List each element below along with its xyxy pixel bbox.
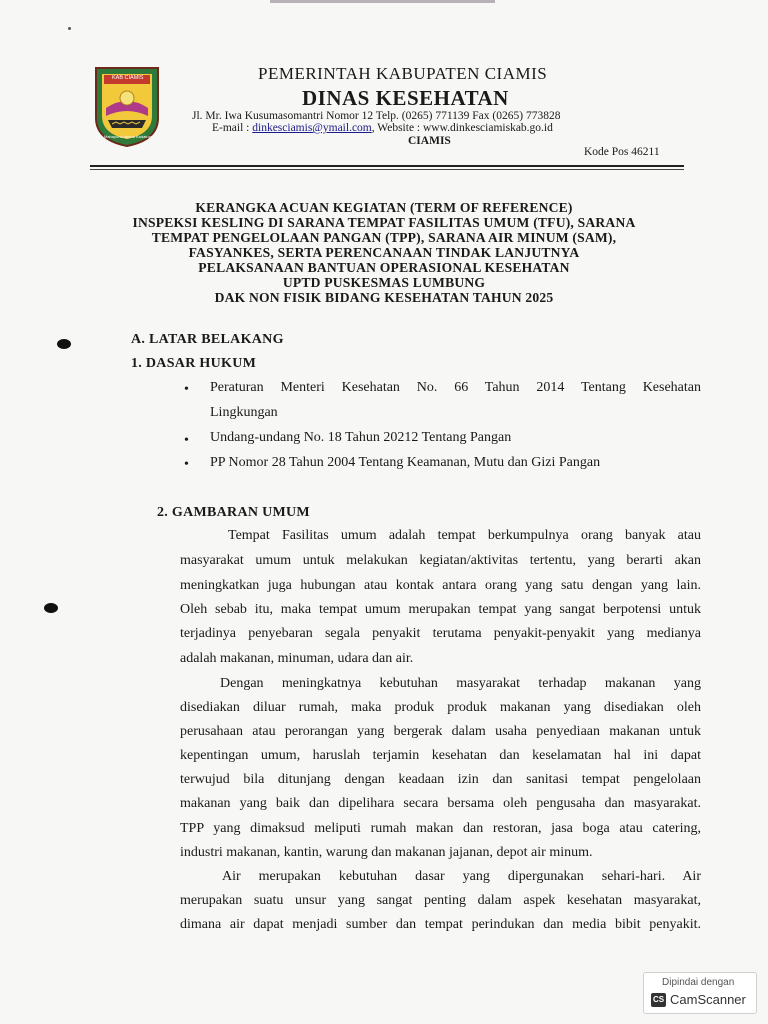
bullet-item-cont: Lingkungan xyxy=(210,405,278,420)
email-link[interactable]: dinkesciamis@ymail.com xyxy=(252,122,372,134)
letterhead-address: Jl. Mr. Iwa Kusumasomantri Nomor 12 Telp. (0265) 771139 Fax (0265) 773828 xyxy=(192,110,561,122)
logo-motto: Mahayuna Ayuna Kadatuan xyxy=(104,134,154,139)
camscanner-badge xyxy=(643,972,757,1014)
title-line: DAK NON FISIK BIDANG KESEHATAN TAHUN 2025 xyxy=(214,290,554,305)
paragraph-line: merupakan suatu unsur yang sangat penting dalam aspek kesehatan masyarakat, xyxy=(180,893,701,908)
bullet-marker: • xyxy=(184,457,189,472)
punch-hole xyxy=(57,339,71,349)
paragraph-line: terjadinya penyebaran segala penyakit terutama penyakit-penyakit yang medianya xyxy=(180,626,701,641)
logo-text: KAB CIAMIS xyxy=(112,75,144,81)
title-line: FASYANKES, SERTA PERENCANAAN TINDAK LANJUTNYA xyxy=(188,245,580,260)
camscanner-icon: CS xyxy=(651,993,666,1007)
letterhead-rule-thin xyxy=(90,169,684,170)
title-line: UPTD PUSKESMAS LUMBUNG xyxy=(282,275,486,290)
paragraph-line: Air merupakan kebutuhan dasar yang dipergunakan sehari-hari. Air xyxy=(222,869,701,884)
letterhead-rule xyxy=(90,165,684,167)
title-line: INSPEKSI KESLING DI SARANA TEMPAT FASILITAS UMUM (TFU), SARANA xyxy=(132,215,636,230)
email-label: E-mail : xyxy=(212,122,253,134)
letterhead-contact xyxy=(212,122,553,134)
paragraph-line: perusahaan atau perorangan yang bergerak dalam usaha penyediaan makanan untuk xyxy=(180,724,701,739)
title-line: PELAKSANAAN BANTUAN OPERASIONAL KESEHATAN xyxy=(198,260,570,275)
title-line: KERANGKA ACUAN KEGIATAN (TERM OF REFERENCE) xyxy=(195,200,573,215)
camscanner-name: CamScanner xyxy=(670,992,746,1007)
letterhead-city: CIAMIS xyxy=(408,135,451,147)
scan-speck xyxy=(68,27,71,30)
bullet-marker: • xyxy=(184,382,189,397)
bullet-item: Peraturan Menteri Kesehatan No. 66 Tahun 2014 Tentang Kesehatan xyxy=(210,380,701,395)
subsection-heading: 2. GAMBARAN UMUM xyxy=(157,505,310,520)
paragraph-line: TPP yang dimaksud meliputi rumah makan dan restoran, jasa boga atau catering, xyxy=(180,821,701,836)
section-heading: A. LATAR BELAKANG xyxy=(131,332,284,347)
paragraph-line: kepentingan umum, haruslah terjamin kesehatan dan keselamatan hal ini dapat xyxy=(180,748,701,763)
paragraph-line: adalah makanan, minuman, udara dan air. xyxy=(180,651,414,666)
letterhead-agency: DINAS KESEHATAN xyxy=(302,86,509,110)
bullet-item: PP Nomor 28 Tahun 2004 Tentang Keamanan, Mutu dan Gizi Pangan xyxy=(210,455,601,470)
paragraph-line: industri makanan, kantin, warung dan makanan jajanan, depot air minum. xyxy=(180,845,593,860)
bullet-item: Undang-undang No. 18 Tahun 20212 Tentang Pangan xyxy=(210,430,512,445)
paragraph-line: Dengan meningkatnya kebutuhan masyarakat terhadap makanan yang xyxy=(220,676,701,691)
paragraph-line: makanan yang baik dan dipelihara secara bersama oleh pengusaha dan masyarakat. xyxy=(180,796,701,811)
paragraph-line: masyarakat umum untuk melakukan kegiatan/aktivitas tertentu, yang berarti akan xyxy=(180,553,701,568)
subsection-heading: 1. DASAR HUKUM xyxy=(131,356,257,371)
website-text: , Website : www.dinkesciamiskab.go.id xyxy=(371,122,553,134)
postal-code: Kode Pos 46211 xyxy=(584,146,660,158)
paragraph-line: dimana air dapat menjadi sumber dan tempat perindukan dan media bibit penyakit. xyxy=(180,917,701,932)
letterhead-government: PEMERINTAH KABUPATEN CIAMIS xyxy=(258,64,548,83)
title-line: TEMPAT PENGELOLAAN PANGAN (TPP), SARANA AIR MINUM (SAM), xyxy=(151,230,617,245)
paragraph-line: terwujud bila ditunjang dengan keadaan izin dan sanitasi tempat pengelolaan xyxy=(180,772,701,787)
bullet-marker: • xyxy=(184,433,189,448)
paragraph-line: meningkatkan juga hubungan atau kontak antara orang yang satu dengan yang lain. xyxy=(180,578,701,593)
camscanner-caption: Dipindai dengan xyxy=(662,977,735,988)
paragraph-line: Tempat Fasilitas umum adalah tempat berkumpulnya orang banyak atau xyxy=(228,528,701,543)
paragraph-line: disediakan diluar rumah, maka produk produk makanan yang disediakan oleh xyxy=(180,700,701,715)
paragraph-line: Oleh sebab itu, maka tempat umum merupakan tempat yang sangat berpotensi untuk xyxy=(180,602,701,617)
punch-hole xyxy=(44,603,58,613)
